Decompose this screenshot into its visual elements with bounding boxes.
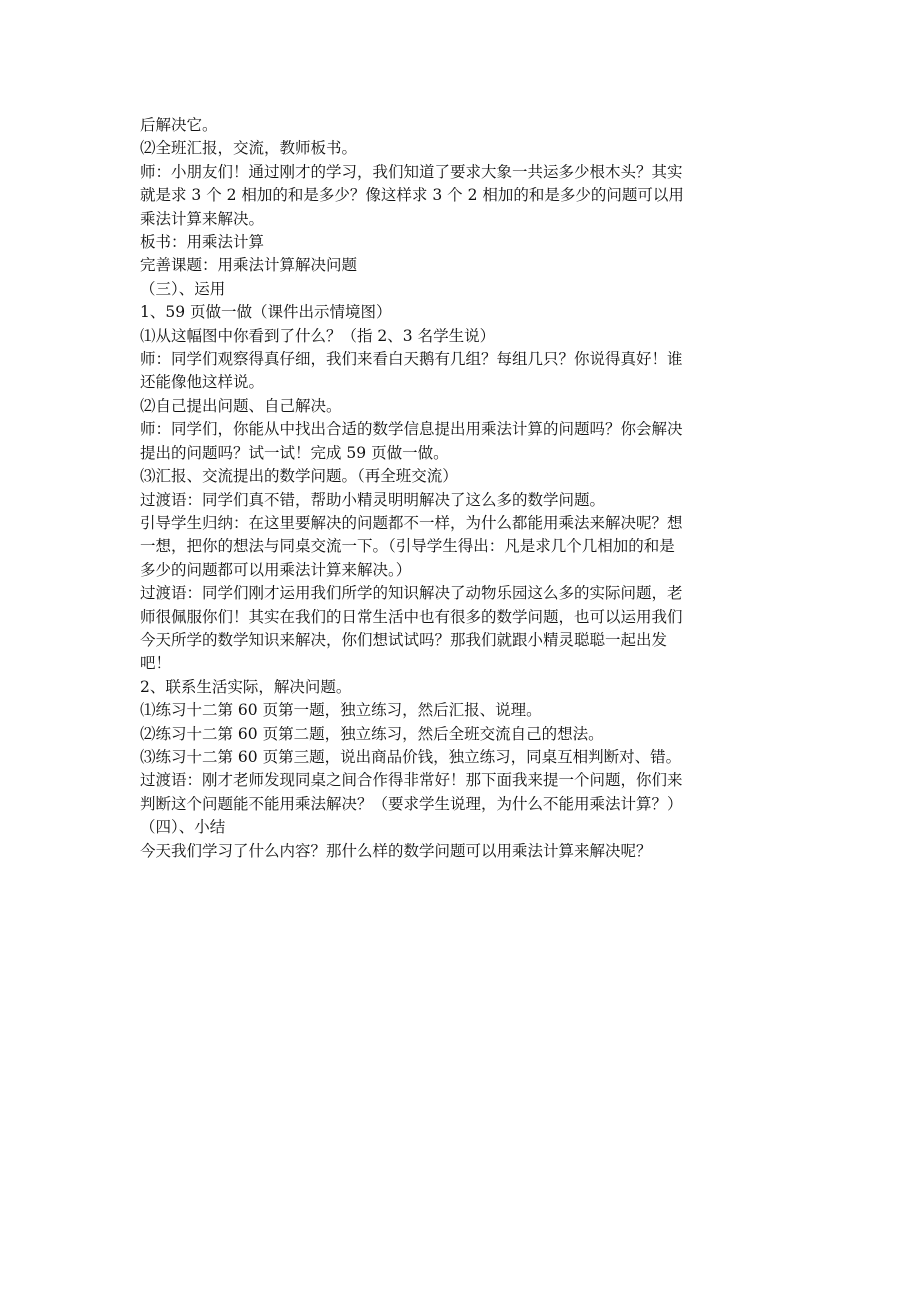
text-line: ⑴从这幅图中你看到了什么？（指 2、3 名学生说） bbox=[140, 326, 496, 345]
text-line: 师：同学们观察得真仔细，我们来看白天鹅有几组？每组几只？你说得真好！谁 bbox=[140, 350, 683, 369]
text-line: 还能像他这样说。 bbox=[140, 373, 265, 392]
text-line: 提出的问题吗？试一试！完成 59 页做一做。 bbox=[140, 443, 449, 462]
text-line: 乘法计算来解决。 bbox=[140, 209, 265, 228]
text-line: 吧！ bbox=[140, 654, 172, 673]
text-line: ⑵全班汇报，交流，教师板书。 bbox=[140, 139, 358, 158]
text-line: （三）、运用 bbox=[140, 279, 226, 298]
text-line: （四）、小结 bbox=[140, 818, 226, 837]
text-line: 师：小朋友们！通过刚才的学习，我们知道了要求大象一共运多少根木头？其实 bbox=[140, 162, 683, 181]
text-line: 引导学生归纳：在这里要解决的问题都不一样，为什么都能用乘法来解决呢？想 bbox=[140, 513, 683, 532]
text-line: 2、联系生活实际，解决问题。 bbox=[140, 677, 352, 696]
text-line: ⑵自己提出问题、自己解决。 bbox=[140, 396, 342, 415]
text-line: 过渡语：同学们刚才运用我们所学的知识解决了动物乐园这么多的实际问题，老 bbox=[140, 584, 683, 603]
document-body bbox=[140, 114, 790, 863]
text-line: 今天所学的数学知识来解决，你们想试试吗？那我们就跟小精灵聪聪一起出发 bbox=[140, 630, 668, 649]
text-line: 过渡语：同学们真不错，帮助小精灵明明解决了这么多的数学问题。 bbox=[140, 490, 606, 509]
text-line: 多少的问题都可以用乘法计算来解决。） bbox=[140, 560, 412, 579]
text-line: 师很佩服你们！其实在我们的日常生活中也有很多的数学问题，也可以运用我们 bbox=[140, 607, 683, 626]
text-line: 后解决它。 bbox=[140, 116, 218, 134]
text-line: 1、59 页做一做（课件出示情境图） bbox=[140, 303, 392, 322]
text-line: 今天我们学习了什么内容？那什么样的数学问题可以用乘法计算来解决呢？ bbox=[140, 841, 652, 860]
text-line: 师：同学们，你能从中找出合适的数学信息提出用乘法计算的问题吗？你会解决 bbox=[140, 420, 683, 439]
text-line: 过渡语：刚才老师发现同桌之间合作得非常好！那下面我来提一个问题，你们来 bbox=[140, 771, 683, 790]
text-line: 板书：用乘法计算 bbox=[140, 233, 265, 252]
text-line: ⑵练习十二第 60 页第二题，独立练习，然后全班交流自己的想法。 bbox=[140, 724, 604, 743]
text-line: 判断这个问题能不能用乘法解决？（要求学生说理，为什么不能用乘法计算？） bbox=[140, 794, 683, 813]
text-line: 就是求 3 个 2 相加的和是多少？像这样求 3 个 2 相加的和是多少的问题可以用 bbox=[140, 186, 684, 205]
text-line: 完善课题：用乘法计算解决问题 bbox=[140, 256, 358, 275]
text-line: 一想，把你的想法与同桌交流一下。（引导学生得出：凡是求几个几相加的和是 bbox=[140, 537, 675, 556]
text-line: ⑴练习十二第 60 页第一题，独立练习，然后汇报、说理。 bbox=[140, 701, 542, 720]
text-line: ⑶练习十二第 60 页第三题，说出商品价钱，独立练习，同桌互相判断对、错。 bbox=[140, 747, 682, 766]
text-line: ⑶汇报、交流提出的数学问题。（再全班交流） bbox=[140, 467, 458, 486]
